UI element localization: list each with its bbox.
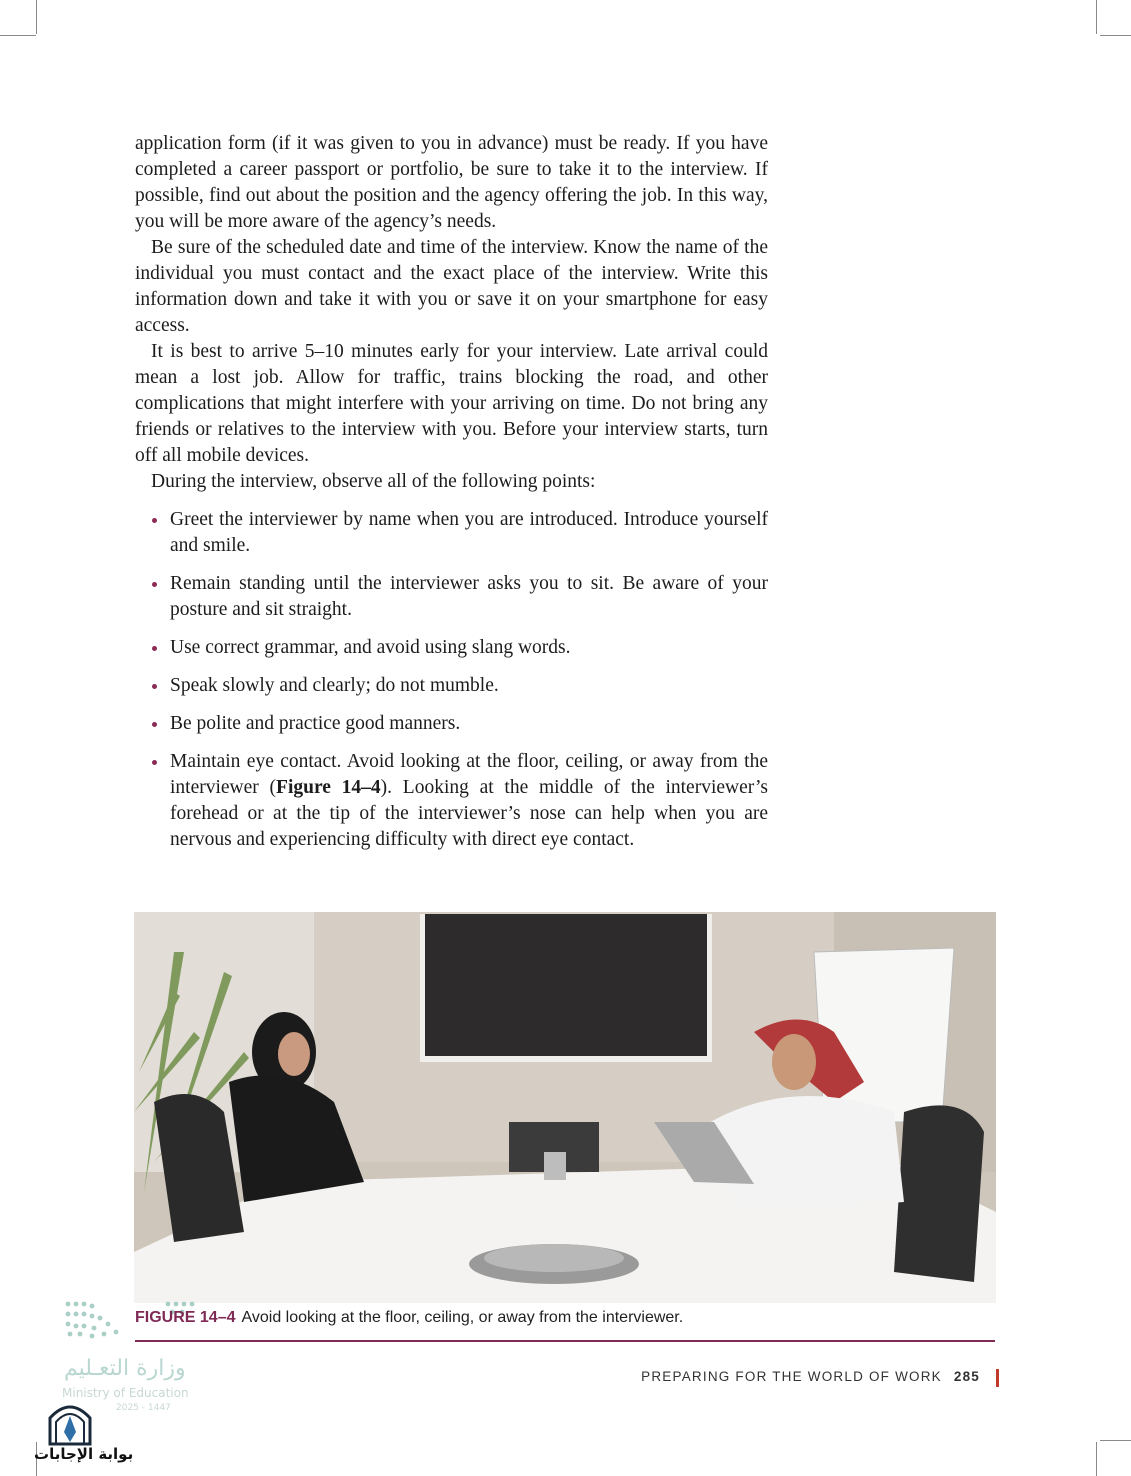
crop-mark [36,0,37,34]
page-number: 285 [953,1369,980,1384]
list-item [135,507,768,559]
list-item-text-end: ). Looking at the middle of the interviewer’s forehead or at the tip of the interviewer’s nose can help when you are nervous and experiencing difficulty with direct eye contact. [170,777,768,850]
figure-label: FIGURE 14–4 [135,1309,236,1326]
bullet-icon [152,518,157,523]
footer-section-title: PREPARING FOR THE WORLD OF WORK [641,1369,942,1384]
crop-mark [1096,1442,1097,1476]
ministry-arabic: وزارة التعـليم [64,1356,186,1381]
paragraph: During the interview, observe all of the following points: [151,471,596,492]
figure-reference: Figure 14–4 [276,777,381,798]
ministry-english: Ministry of Education [62,1386,189,1400]
crop-mark [1100,35,1131,36]
crop-mark [1100,1440,1131,1441]
bullet-icon [152,684,157,689]
list-item-text: Remain standing until the interviewer asks you to sit. Be aware of your posture and sit straight. [170,573,768,620]
bullet-icon [152,722,157,727]
footer-accent-bar [996,1369,999,1387]
list-item-text-start: Maintain eye contact. Avoid looking at the floor, ceiling, or away from the interviewer ( [170,751,768,798]
list-item-text: Greet the interviewer by name when you are introduced. Introduce yourself and smile. [170,509,768,556]
list-item [135,749,768,853]
body-text [135,131,768,865]
ministry-year: 2025 - 1447 [116,1403,171,1413]
crop-mark [1096,0,1097,34]
bullet-icon [152,582,157,587]
bullet-list [135,507,768,853]
bullet-icon [152,760,157,765]
list-item-text: Be polite and practice good manners. [170,713,461,734]
list-item-text: Speak slowly and clearly; do not mumble. [170,675,499,696]
page-footer [560,1369,980,1384]
figure-caption [135,1309,995,1327]
bullet-icon [152,646,157,651]
crop-mark [0,35,36,36]
paragraph: Be sure of the scheduled date and time of the interview. Know the name of the individual you must contact and the exact place of the interview. Write this information down and take it with you or save it on your smartphone for easy access. [135,237,768,336]
list-item [135,673,768,699]
list-item [135,711,768,737]
list-item [135,571,768,623]
paragraph: It is best to arrive 5–10 minutes early for your interview. Late arrival could mean a lost job. Allow for traffic, trains blocking the road, and other complications that might interfere with your arriving on time. Do not bring any friends or relatives to the interview with you. Before your interview starts, turn off all mobile devices. [135,341,768,466]
list-item-text: Use correct grammar, and avoid using slang words. [170,637,571,658]
list-item [135,635,768,661]
portal-name: بوابة الإجابات [34,1445,134,1463]
figure-caption-text: Avoid looking at the floor, ceiling, or away from the interviewer. [241,1309,684,1326]
interview-photo [134,912,996,1303]
paragraph: application form (if it was given to you in advance) must be ready. If you have completed a career passport or portfolio, be sure to take it to the interview. If possible, find out about the position and the agency offering the job. In this way, you will be more aware of the agency’s needs. [135,133,768,232]
caption-divider [135,1340,995,1342]
